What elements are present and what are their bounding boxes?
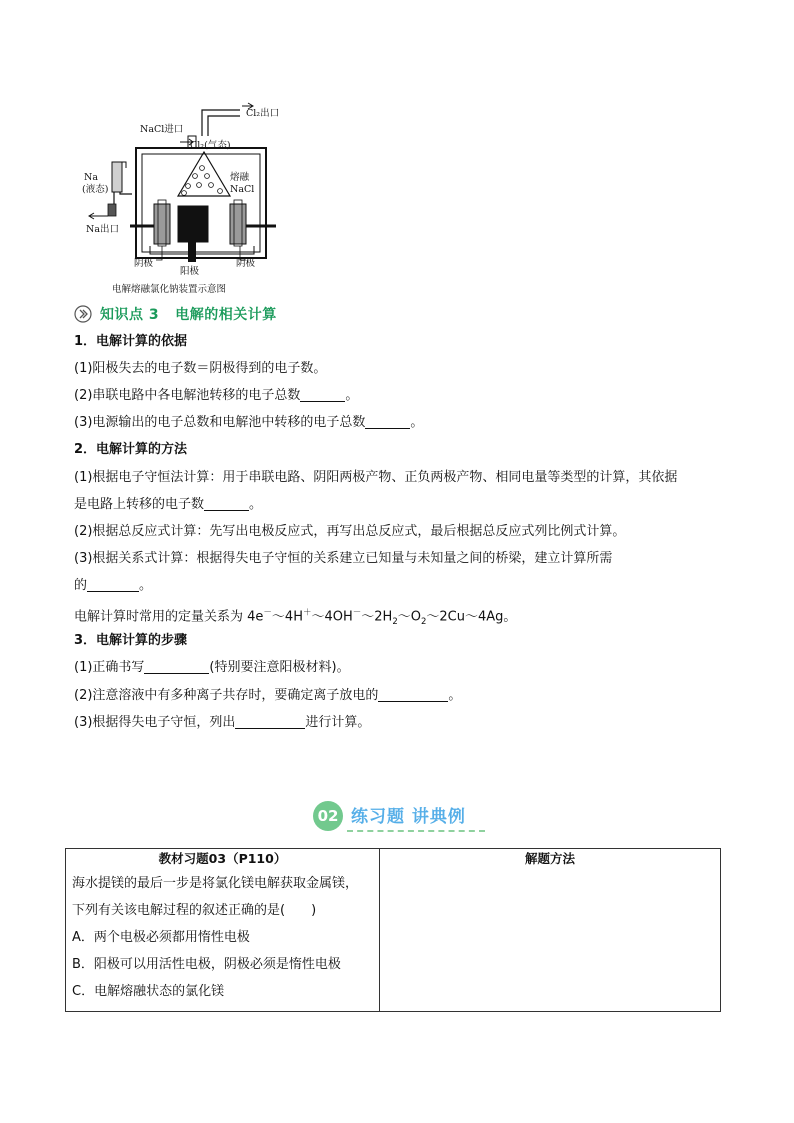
molten-label: 熔融 [230,172,250,183]
s1-line1: (1)阳极失去的电子数＝阴极得到的电子数。 [74,361,327,376]
chevron-circle-icon [74,305,92,323]
s2-title: 2．电解计算的方法 [74,442,188,457]
banner-badge: 02 [313,801,343,831]
exercise-left-cell [66,849,380,1012]
method-header: 解题方法 [524,851,575,866]
cl2-gas-label: Cl₂(气态) [190,140,231,151]
exercise-header: 教材习题03（P110） [158,851,287,866]
option-a: A．两个电极必须都用惰性电极 [72,930,250,945]
option-b: B．阳极可以用活性电极，阴极必须是惰性电极 [72,957,341,972]
s3-line3: (3)根据得失电子守恒，列出 进行计算。 [74,715,371,730]
s2-line4: 电解计算时常用的定量关系为 $4e^-\sim 4H^+\sim 4OH^-\sim 2H_2\sim O_2\sim 2Cu\sim 4Ag$。 [74,608,517,627]
option-c: C．电解熔融状态的氯化镁 [72,984,225,999]
s1-line2: (2)串联电路中各电解池转移的电子总数 。 [74,388,359,403]
banner-title: 练习题 讲典例 [351,807,466,827]
s1-line3: (3)电源输出的电子总数和电解池中转移的电子总数 。 [74,415,424,430]
anode-label: 阳极 [180,266,200,277]
cathode-right-label: 阴极 [236,258,256,269]
exercise-body [66,869,379,1005]
exercise-banner [313,799,485,833]
blank [378,687,448,702]
blank [365,414,410,429]
s3-title: 3．电解计算的步骤 [74,633,188,648]
electrolysis-apparatus-diagram [80,96,280,296]
s3-line2: (2)注意溶液中有多种离子共存时，要确定离子放电的 。 [74,688,462,703]
nacl-label: NaCl [230,184,255,195]
blank [87,577,139,592]
s2-line1b: 是电路上转移的电子数 。 [74,497,263,512]
question-line2: 下列有关该电解过程的叙述正确的是( ) [72,903,317,918]
method-cell [380,849,721,1012]
cathode-left-label: 阴极 [134,258,154,269]
banner-underline [347,830,485,832]
knowledge-section-heading [74,304,277,324]
na-label: Na [84,172,98,183]
s2-line2: (2)根据总反应式计算：先写出电极反应式，再写出总反应式，最后根据总反应式列比例式计算。 [74,524,626,539]
cl2-outlet-label: Cl₂出口 [246,108,280,119]
exercise-table [65,848,721,1012]
section-title: 知识点 3 电解的相关计算 [100,307,277,323]
blank [300,387,345,402]
s1-title: 1．电解计算的依据 [74,334,188,349]
question-line1: 海水提镁的最后一步是将氯化镁电解获取金属镁， [72,876,359,891]
liquid-label: (液态) [82,184,109,195]
s2-line3b: 的 。 [74,578,153,593]
na-outlet-label: Na出口 [86,224,119,235]
s2-line1: (1)根据电子守恒法计算：用于串联电路、阴阳两极产物、正负两极产物、相同电量等类型的计算，其依据 [74,470,678,485]
s3-line1: (1)正确书写 (特别要注意阳极材料)。 [74,660,350,675]
blank [144,659,209,674]
blank [235,714,305,729]
s2-line3: (3)根据关系式计算：根据得失电子守恒的关系建立已知量与未知量之间的桥梁，建立计算所需 [74,551,613,566]
diagram-caption: 电解熔融氯化钠装置示意图 [112,284,227,295]
nacl-inlet-label: NaCl进口 [140,124,184,135]
blank [204,496,249,511]
